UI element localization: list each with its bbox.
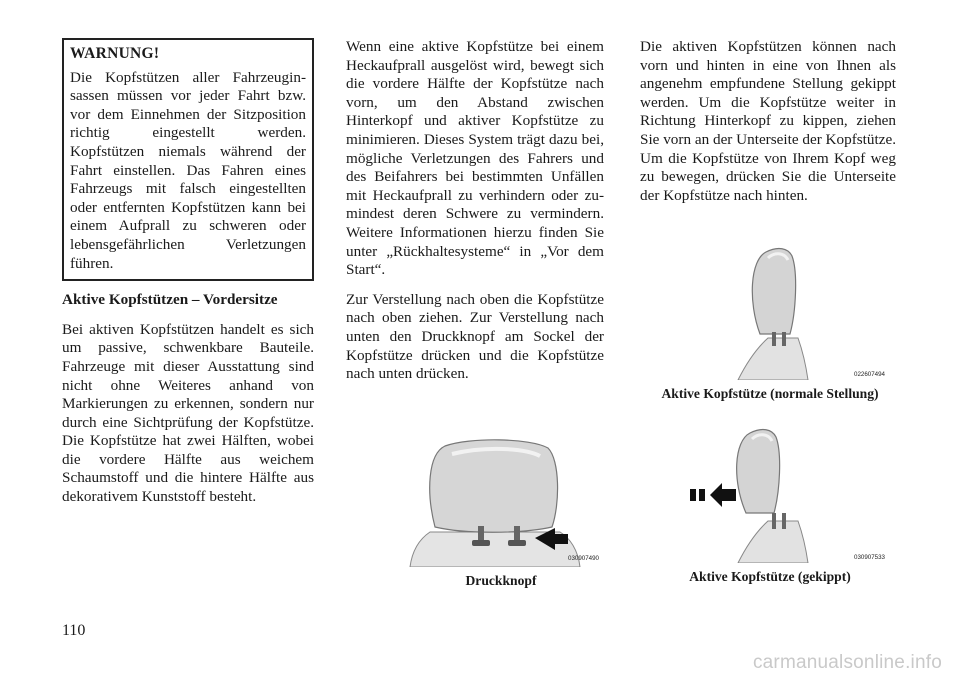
headrest-tilted-illustration [688,425,898,563]
page-number: 110 [62,622,86,639]
paragraph-adjustment: Zur Verstellung nach oben die Kopfstütze nach oben ziehen. Zur Verstellung nach unten den Druckknopf am Sockel der Kopfstütze drücken und die Kopfstütze nach unten drücken. [346,290,604,383]
paragraph-tilt: Die aktiven Kopfstützen können nach vorn und hinten in eine von Ihnen als angenehm empfundene Stellung gekippt werden. Um die Kopfstütze weiter in Richtung Hinterkopf zu kippen, ziehen Sie vorn an der Unterseite der Kopfstütze. Um die Kopfstütze von Ihrem Kopf weg zu bewegen, drücken Sie die Unterseite der Kopfstütze nach hinten. [640,38,896,204]
section-heading: Aktive Kopfstützen – Vordersitze [62,291,278,309]
right-column [640,38,896,216]
warning-box [62,38,314,281]
figure-normal [688,242,898,380]
warning-text: Die Kopfstützen aller Fahrzeuginsassen müssen vor jeder Fahrt bzw. vor dem Einnehmen der Sitzposition richtig eingestellt werden. Kopfstützen niemals während der Fahrt einstellen. Das Fahren eines Fahrzeugs mit falsch eingestellten oder entfernten Kopfstützen kann bei einem Aufprall zu schweren oder lebensgefährlichen Verletzungen führen. [70,68,306,272]
warning-title: WARNUNG! [70,45,160,62]
image-code: 022607494 [854,371,885,378]
caption-gekippt: Aktive Kopfstütze (gekippt) [689,569,851,584]
figure-gekippt [688,425,898,563]
caption-normal: Aktive Kopfstütze (normale Stellung) [661,386,879,401]
watermark: carmanualsonline.info [752,652,942,673]
figure-druckknopf [390,432,612,567]
caption-druckknopf: Druckknopf [465,573,537,588]
paragraph-intro: Bei aktiven Kopfstützen handelt es sich um passive, schwenkbare Bauteile. Fahrzeuge mit dieser Ausstattung sind nicht ohne Weiteres anhand von Markierungen zu erkennen, sondern nur durch eine Sichtprüfung der Kopfstütze. Die Kopfstütze hat zwei Hälften, wobei die vordere Hälfte aus weichem Schaumstoff und die hintere Hälfte aus dekorativem Kunststoff besteht. [62,320,314,506]
headrest-normal-illustration [688,242,898,380]
image-code: 030907490 [568,555,599,562]
paragraph-activation: Wenn eine aktive Kopfstütze bei einem Heckaufprall ausgelöst wird, bewegt sich die vordere Hälfte der Kopfstütze nach vorn, um den Abstand zwischen Hinterkopf und aktiver Kopfstütze zu minimieren. Dieses System trägt dazu bei, mögliche Verletzungen des Fahrers und des Beifahrers bei bestimmten Unfällen mit Heckaufprall zu verhindern oder zumindest deren Schwere zu vermindern. Weitere Informationen hierzu finden Sie unter „Rückhaltesysteme“ in „Vor dem Start“. [346,38,604,279]
left-column [62,38,314,518]
image-code: 030907533 [854,554,885,561]
middle-column [346,38,604,395]
headrest-push-button-illustration [390,432,612,567]
